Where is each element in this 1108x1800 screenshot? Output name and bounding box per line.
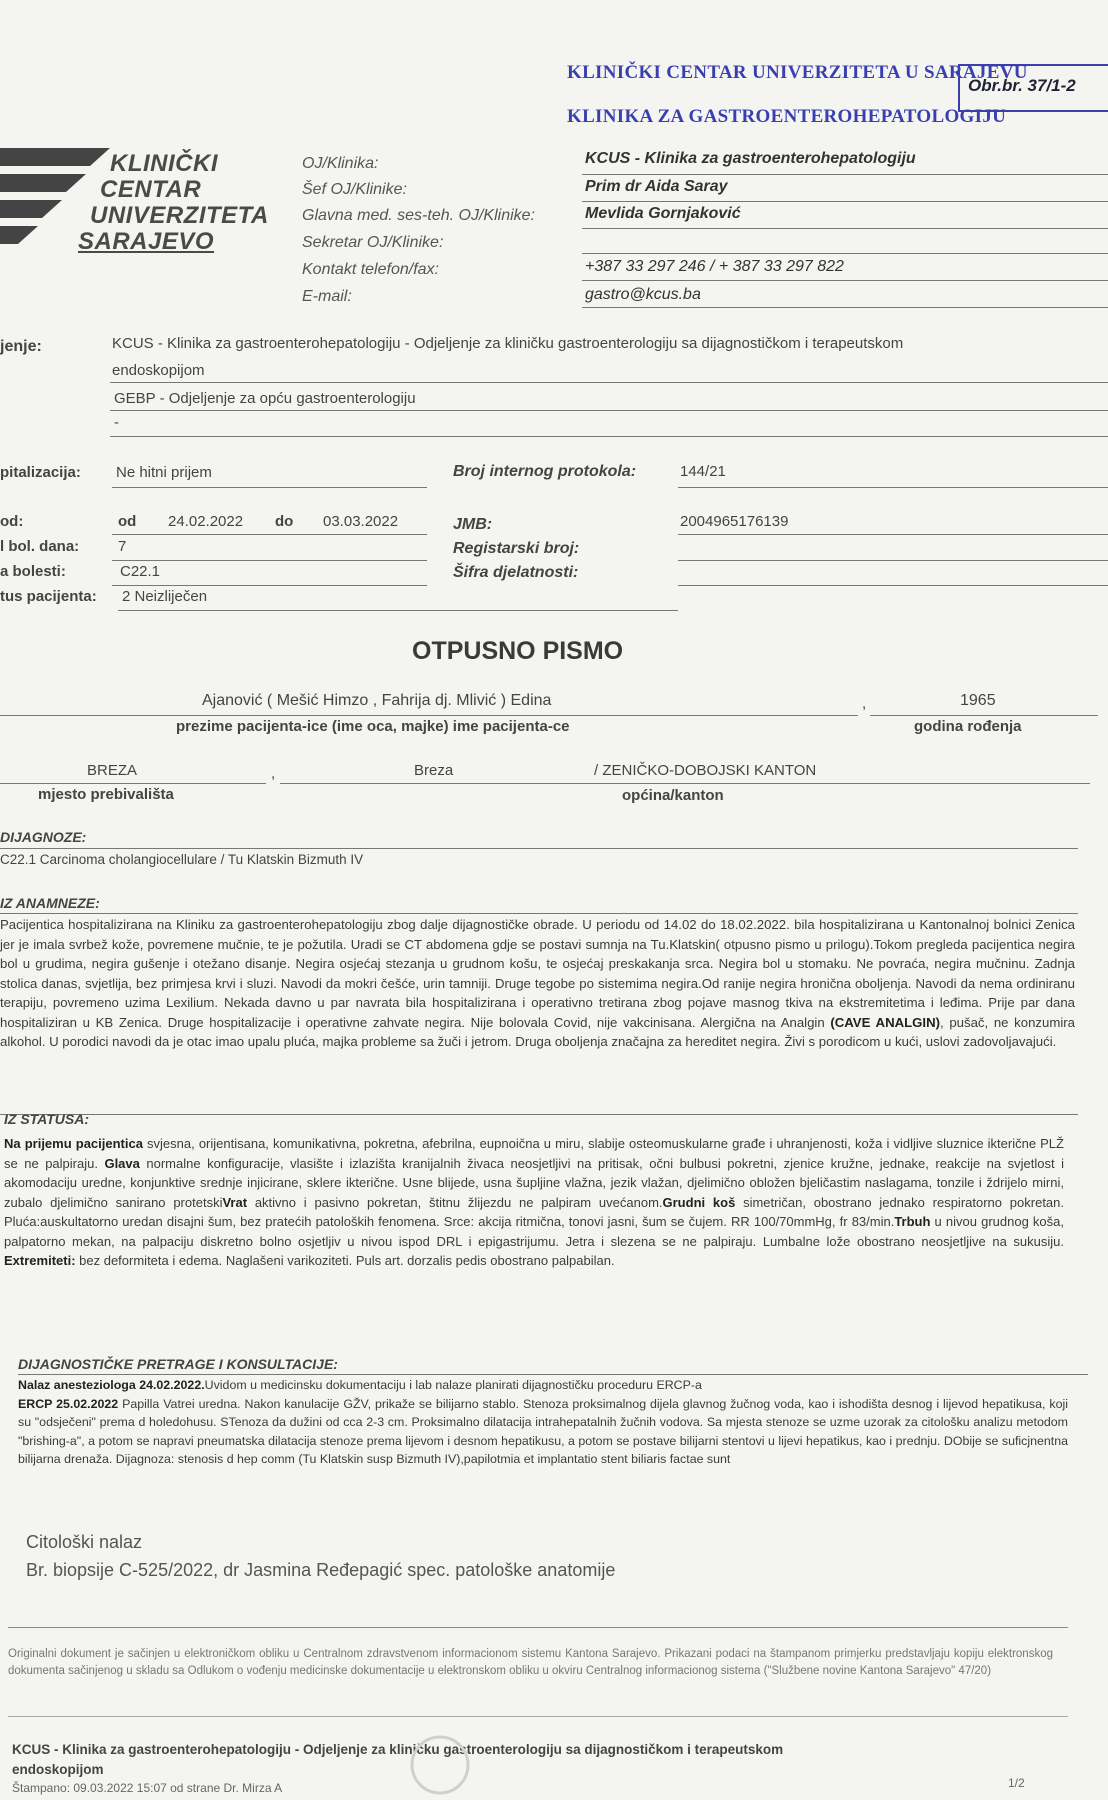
anamnesis-header: IZ ANAMNEZE:	[0, 895, 100, 911]
odjeljenje-value-1: KCUS - Klinika za gastroenterohepatologiju - Odjeljenje za kliničku gastroenterologiju sa dijagnostičkom i terapeutskom	[112, 335, 904, 352]
diagnoses-header: DIJAGNOZE:	[0, 829, 87, 845]
dana-value: 7	[118, 538, 127, 555]
logo-line-4: SARAJEVO	[78, 228, 215, 255]
oj-label: OJ/Klinika:	[302, 155, 379, 172]
footer-clinic-2: endoskopijom	[12, 1762, 104, 1777]
place-caption: mjesto prebivališta	[38, 786, 174, 803]
do-word: do	[275, 513, 294, 530]
glavna-label: Glavna med. ses-teh. OJ/Klinike:	[302, 207, 535, 224]
email-value: gastro@kcus.ba	[585, 286, 701, 303]
jmb-label: JMB:	[453, 516, 493, 533]
footer-note: Originalni dokument je sačinjen u elektroničkom obliku u Centralnom zdravstvenom informacionom sistemu Kantona Sarajevo. Prikazani podaci na štampanom primjerku predstavljaju kopiju elektronskog dokumenta sačinjenog u skladu sa Odlukom o vođenju medicinske dokumentacije u elektronskom obliku u okviru Centralnog informacionog sistema ("Službene novine Kantona Sarajevo" 47/20)	[8, 1648, 1053, 1677]
stamp-ref: Obr.br. 37/1-2	[958, 64, 1108, 112]
canton-caption: općina/kanton	[622, 787, 724, 804]
patient-place: BREZA	[87, 762, 138, 779]
watermark-icon	[405, 1730, 475, 1800]
oj-value: KCUS - Klinika za gastroenterohepatologiju	[585, 150, 916, 167]
status-value: 2 Neizliječen	[122, 588, 208, 605]
od-word: od	[118, 513, 137, 530]
od-label: od:	[0, 513, 24, 530]
logo-line-1: KLINIČKI	[110, 150, 218, 177]
diag-text: Nalaz anesteziologa 24.02.2022.Uvidom u medicinsku dokumentaciju i lab nalaze planirati dijagnostičku proceduru ERCP-a ERCP 25.02.2022 Papilla Vatrei uredna. Nakon kanulacije GŽV, prikaže se bilijarno stablo. Stenoza proksimalnog dijela glavnog žučnog voda, kao i ishodišta desnog i lijevod hepatikusa, koji su "odsječeni" prema d holedohusu. STenoza da dužini od cca 2-3 cm. Proksimalno dilatacija intrahepatalnih žučnih vodova. Sa mjesta stenoze se uzme uzorak za citološku analizu metodom "brishing-a", a potom se napravi pneumatska dilatacija stenoze prema lijevom i desnom hepatikusu, a potom se postave bilijarni stentovi u lijevi hepatikus, kao i prednju. DObije se suficjnentna bilijarna drenaža. Dijagnoza: stenosis d hep comm (Tu Klatskin susp Bizmuth IV),papilotmia et implantatio stent biliaris factae sunt	[18, 1378, 1068, 1466]
stamp-line-1: KLINIČKI CENTAR UNIVERZITETA U SARAJEVU	[567, 62, 1028, 83]
patient-canton: / ZENIČKO-DOBOJSKI KANTON	[594, 762, 817, 779]
status-text: Na prijemu pacijentica svjesna, orijentisana, komunikativna, pokretna, afebrilna, eupnoična u miru, slabije osteomuskularne građe i uhranjenosti, koža i vidljive sluznice ikterične PLŽ se ne palpiraju. Glava normalne konfiguracije, vlasište i izlazišta kranijalnih živaca neosjetljivi na pritisak, očni bulbusi pokretni, zjenice kružne, jednake, reakcije na svjetlost i akomodaciju uredne, konjunktive srednje injicirane, sklere ikterične. Usne blijede, usna šupljine vlažna, jezik vlažan, djelimično obložen bjeličastim naslagama, tonzile i ždrijelo mirni, zubalo djelimično sanirano protetskiVrat aktivno i pasivno pokretan, štitnu žlijezdu ne palpiram uvećanom.Grudni koš simetričan, obostrano jednako respiratorno pokretan. Pluća:auskultatorno uredan disajni šum, bez pratećih patoloških fenomena. Srce: akcija ritmična, tonovi jasni, šum se čujem. RR 100/70mmHg, fr 83/min.Trbuh u nivou grudnog koša, palpatorno mekan, na palpaciju diskretno bolno osjetljiv u nivou ispod DRL i epigastrijumu. Jetra i slezena se ne palpiraju. Lumbalne lože obostrano neosjetljive na sukusiju. Extremiteti: bez deformiteta i edema. Naglašeni varikoziteti. Puls art. dorzalis pedis obostrano palpabilan.	[4, 1136, 1064, 1268]
odjeljenje-value-2: GEBP - Odjeljenje za opću gastroenterologiju	[114, 390, 416, 407]
logo-line-3: UNIVERZITETA	[90, 202, 269, 229]
odjeljenje-value-3: -	[114, 414, 119, 431]
glavna-value: Mevlida Gornjaković	[585, 205, 741, 222]
od-date: 24.02.2022	[168, 513, 244, 530]
patient-name: Ajanović ( Mešić Himzo , Fahrija dj. Mlivić ) Edina	[202, 692, 552, 709]
odjeljenje-value-1b: endoskopijom	[112, 362, 205, 379]
bolesti-label: a bolesti:	[0, 563, 66, 580]
name-caption: prezime pacijenta-ice (ime oca, majke) ime pacijenta-ce	[176, 718, 570, 735]
protokol-value: 144/21	[680, 463, 726, 480]
cyto-title: Citološki nalaz	[26, 1532, 143, 1552]
patient-municipality: Breza	[414, 762, 454, 779]
jmb-value: 2004965176139	[680, 513, 789, 530]
status-label: tus pacijenta:	[0, 588, 97, 605]
stamp-line-2: KLINIKA ZA GASTROENTEROHEPATOLOGIJU	[567, 106, 1007, 127]
logo-line-2: CENTAR	[100, 176, 202, 203]
kontakt-label: Kontakt telefon/fax:	[302, 261, 439, 278]
footer-clinic-1: KCUS - Klinika za gastroenterohepatologiju - Odjeljenje za kliničku gastroenterologiju sa dijagnostičkom i terapeutskom	[12, 1742, 784, 1757]
odjeljenje-label: jenje:	[0, 338, 42, 355]
hosp-label: pitalizacija:	[0, 464, 81, 481]
do-date: 03.03.2022	[323, 513, 399, 530]
sef-label: Šef OJ/Klinike:	[302, 181, 407, 198]
patient-year: 1965	[960, 692, 996, 709]
sekretar-label: Sekretar OJ/Klinike:	[302, 234, 444, 251]
email-label: E-mail:	[302, 288, 352, 305]
footer-page: 1/2	[1008, 1776, 1025, 1790]
hosp-value: Ne hitni prijem	[116, 464, 212, 481]
dana-label: l bol. dana:	[0, 538, 80, 555]
cyto-text: Br. biopsije C-525/2022, dr Jasmina Ređepagić spec. patološke anatomije	[26, 1560, 616, 1580]
sifra-label: Šifra djelatnosti:	[453, 564, 579, 581]
document-title: OTPUSNO PISMO	[412, 637, 624, 665]
diagnoses-text: C22.1 Carcinoma cholangiocellulare / Tu Klatskin Bizmuth IV	[0, 852, 364, 867]
year-caption: godina rođenja	[914, 718, 1022, 735]
kontakt-value: +387 33 297 246 / + 387 33 297 822	[585, 258, 844, 275]
sef-value: Prim dr Aida Saray	[585, 178, 728, 195]
diag-header: DIJAGNOSTIČKE PRETRAGE I KONSULTACIJE:	[18, 1356, 338, 1372]
protokol-label: Broj internog protokola:	[453, 463, 637, 480]
footer-printed: Štampano: 09.03.2022 15:07 od strane Dr. Mirza A	[12, 1781, 283, 1795]
anamnesis-text: Pacijentica hospitalizirana na Kliniku za gastroenterohepatologiju zbog dalje dijagnostičke obrade. U periodu od 14.02 do 18.02.2022. bila hospitalizirana u Kantonalnoj bolnici Zenica jer je imala svrbež kože, povremene mučnie, te je požutila. Uradi se CT abdomena gdje se postavi sumnja na Tu.Klatskin( otpusno pismo u prilogu).Tokom pregleda pacijentica negira bol u grudima, negira gušenje i otežano disanje. Negira osjećaj stezanja u grudnom košu, te osjećaj preskakanja srca. Negira bol u stomaku. Ne povraća, negira mučninu. Zadnja stolica danas, svjetlija, bez primjesa krvi i sluzi. Navodi da mokri češće, urin tamniji. Druge tegobe po sistemima negira.Od ranije negira hronična oboljenja. Navodi da nema ordiniranu terapiju, povremeno uzima Lexilium. Nekada davno u par navrata bila hospitalizirana i operativno tretirana zbog pojave masnog tkiva na ekstremitetima i leđima. Prije par dana hospitaliziran u KB Zenica. Druge hospitalizacije i operativne zahvate negira. Nije bolovala Covid, nije vakcinisana. Alergična na Analgin (CAVE ANALGIN), pušač, ne konzumira alkohol. U porodici navodi da je otac imao upalu pluća, majka probleme sa žuči i jetrom. Druga oboljenja značajna za hereditet negira. Živi s porodicom u kući, uslovi zadovoljavajući.	[0, 917, 1075, 1049]
bolesti-value: C22.1	[120, 563, 161, 580]
status-header: IZ STATUSA:	[4, 1111, 90, 1127]
reg-label: Registarski broj:	[453, 540, 580, 557]
